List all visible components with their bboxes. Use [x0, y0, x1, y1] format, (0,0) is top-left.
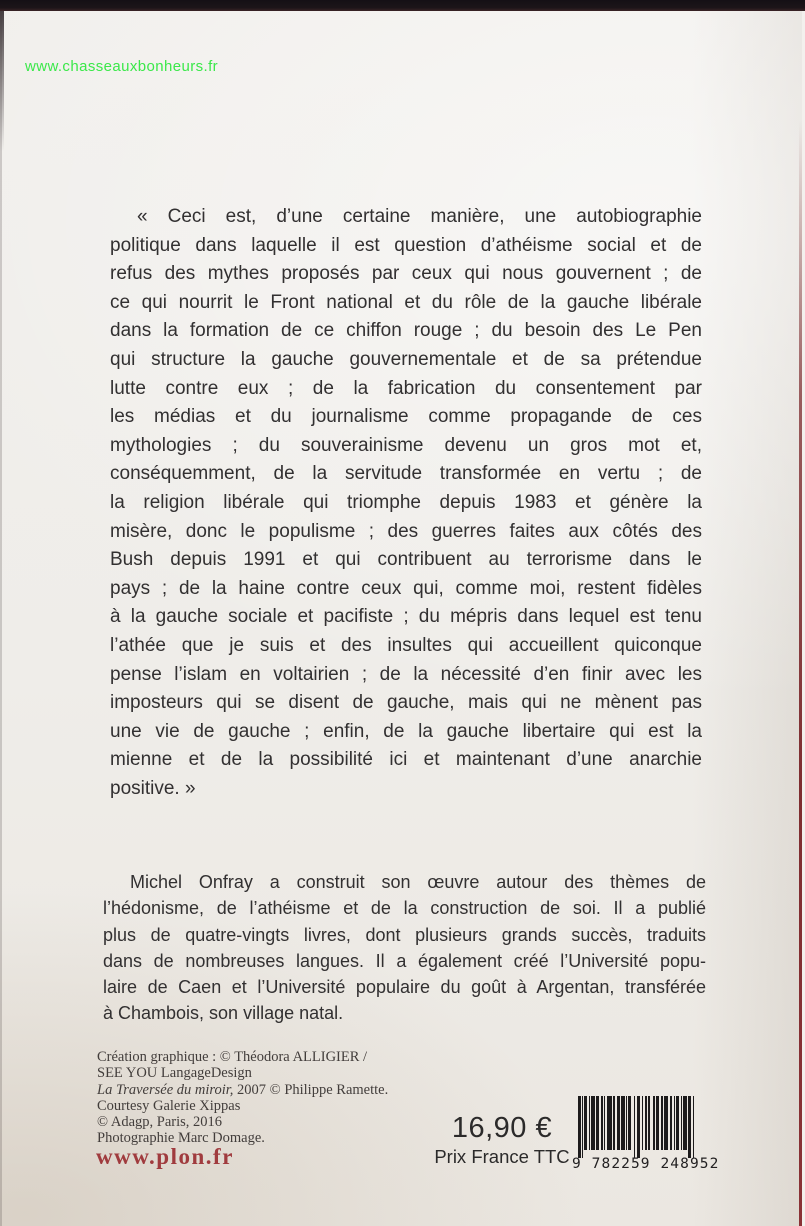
barcode-bar	[607, 1096, 612, 1150]
barcode-bar	[637, 1096, 640, 1158]
quote-line: misère, donc le populisme ; des guerres faites aux côtés des	[110, 520, 702, 542]
price-block	[430, 1112, 574, 1168]
barcode-bar	[582, 1096, 583, 1158]
credits-block	[97, 1049, 437, 1147]
barcode-bar	[681, 1096, 682, 1150]
credit-line: Création graphique : © Théodora ALLIGIER /	[97, 1049, 368, 1065]
bio-line: l’hédonisme, de l’athéisme et de la construction de soi. Il a publié	[103, 898, 706, 919]
quote-line: mythologies ; du souverainisme devenu un gros mot et,	[110, 434, 702, 456]
quote-line: Bush depuis 1991 et qui contribuent au terrorisme dans le	[110, 549, 702, 571]
bio-line: dans de nombreuses langues. Il a également créé l’Université popu-	[103, 950, 706, 971]
bio-line: à Chambois, son village natal.	[103, 1003, 344, 1024]
barcode-bar	[621, 1096, 625, 1150]
barcode-bar	[683, 1096, 687, 1150]
barcode-bar	[578, 1096, 581, 1158]
quote-line: à la gauche sociale et pacifiste ; du mépris dans lequel est tenu	[110, 606, 702, 628]
credit-line: © Adagp, Paris, 2016	[97, 1114, 222, 1131]
author-bio	[103, 869, 706, 1027]
bio-line: Michel Onfray a construit son œuvre autour des thèmes de	[130, 872, 706, 892]
credit-line: Courtesy Galerie Xippas	[97, 1097, 241, 1114]
credit-line: SEE YOU LangageDesign	[97, 1065, 252, 1082]
credit-line: Photographie Marc Domage.	[97, 1130, 265, 1147]
quote-line: politique dans laquelle il est question d’athéisme social et de	[110, 234, 702, 256]
barcode-bar	[613, 1096, 614, 1150]
barcode-bar	[661, 1096, 662, 1150]
bio-line: laire de Caen et l’Université populaire du goût à Argentan, transférée	[103, 977, 706, 998]
quote-line: une vie de gauche ; enfin, de la gauche libertaire qui est la	[110, 720, 702, 742]
quote-line: pense l’islam en voltairien ; de la nécessité d’en finir avec les	[110, 663, 702, 685]
credit-artwork-rest: 2007 © Philippe Ramette.	[233, 1081, 389, 1098]
barcode-bar	[693, 1096, 694, 1158]
price-label: Prix France TTC	[434, 1146, 570, 1167]
barcode-bar	[584, 1096, 587, 1150]
price-amount: 16,90 €	[451, 1112, 553, 1144]
quote-line: refus des mythes proposés par ceux qui nous gouvernent ; de	[110, 263, 702, 285]
barcode-bar	[642, 1096, 643, 1150]
credit-line	[97, 1082, 437, 1098]
barcode-bar	[656, 1096, 659, 1150]
back-cover-quote	[110, 203, 702, 803]
credit-artwork-title: La Traversée du miroir,	[97, 1081, 234, 1098]
quote-line: dans la formation de ce chiffon rouge ; du besoin des Le Pen	[110, 320, 702, 342]
barcode-bar	[664, 1096, 668, 1150]
barcode-bar	[617, 1096, 620, 1150]
barcode-bar	[670, 1096, 673, 1150]
barcode-bar	[589, 1096, 590, 1150]
photo-top-edge	[0, 0, 805, 11]
quote-line: lutte contre eux ; de la fabrication du consentement par	[110, 377, 702, 399]
barcode-bar	[648, 1096, 649, 1150]
quote-line: les médias et du journalisme comme propagande de ces	[110, 406, 702, 428]
barcode-bar	[604, 1096, 605, 1150]
barcode-bar	[634, 1096, 635, 1158]
quote-line: « Ceci est, d’une certaine manière, une autobiographie	[137, 206, 702, 227]
barcode-bar	[601, 1096, 602, 1150]
barcode-bar	[626, 1096, 627, 1150]
quote-line: l’athée que je suis et des insultes qui accueillent quiconque	[110, 634, 702, 656]
quote-line: la religion libérale qui triomphe depuis 1983 et génère la	[110, 491, 702, 513]
bio-line: plus de quatre-vingts livres, dont plusieurs grands succès, traduits	[103, 924, 706, 945]
photo-left-edge-line	[0, 11, 2, 1226]
ean-barcode-digits: 9 782259 248952	[572, 1156, 720, 1172]
quote-line: positive. »	[110, 777, 196, 799]
barcode-bar	[596, 1096, 599, 1150]
barcode-bar	[688, 1096, 691, 1158]
quote-line: qui structure la gauche gouvernementale et de sa prétendue	[110, 348, 702, 370]
barcode-bar	[676, 1096, 679, 1150]
quote-line: ce qui nourrit le Front national et du rôle de la gauche libérale	[110, 291, 702, 313]
quote-line: pays ; de la haine contre ceux qui, comme moi, restent fidèles	[110, 577, 702, 599]
barcode-bar	[628, 1096, 631, 1150]
quote-line: conséquemment, de la servitude transformée en vertu ; de	[110, 463, 702, 485]
publisher-website: www.plon.fr	[96, 1144, 234, 1169]
barcode-bar	[653, 1096, 656, 1150]
quote-line: mienne et de la possibilité ici et maintenant d’une anarchie	[110, 749, 702, 771]
cover-spine-red-edge	[799, 120, 802, 1226]
quote-line: imposteurs qui se disent de gauche, mais qui ne mènent pas	[110, 692, 702, 714]
barcode-bar	[591, 1096, 595, 1150]
barcode-bar	[645, 1096, 648, 1150]
ean-barcode	[578, 1096, 696, 1158]
barcode-bar	[674, 1096, 675, 1150]
watermark-url: www.chasseauxbonheurs.fr	[25, 58, 219, 75]
